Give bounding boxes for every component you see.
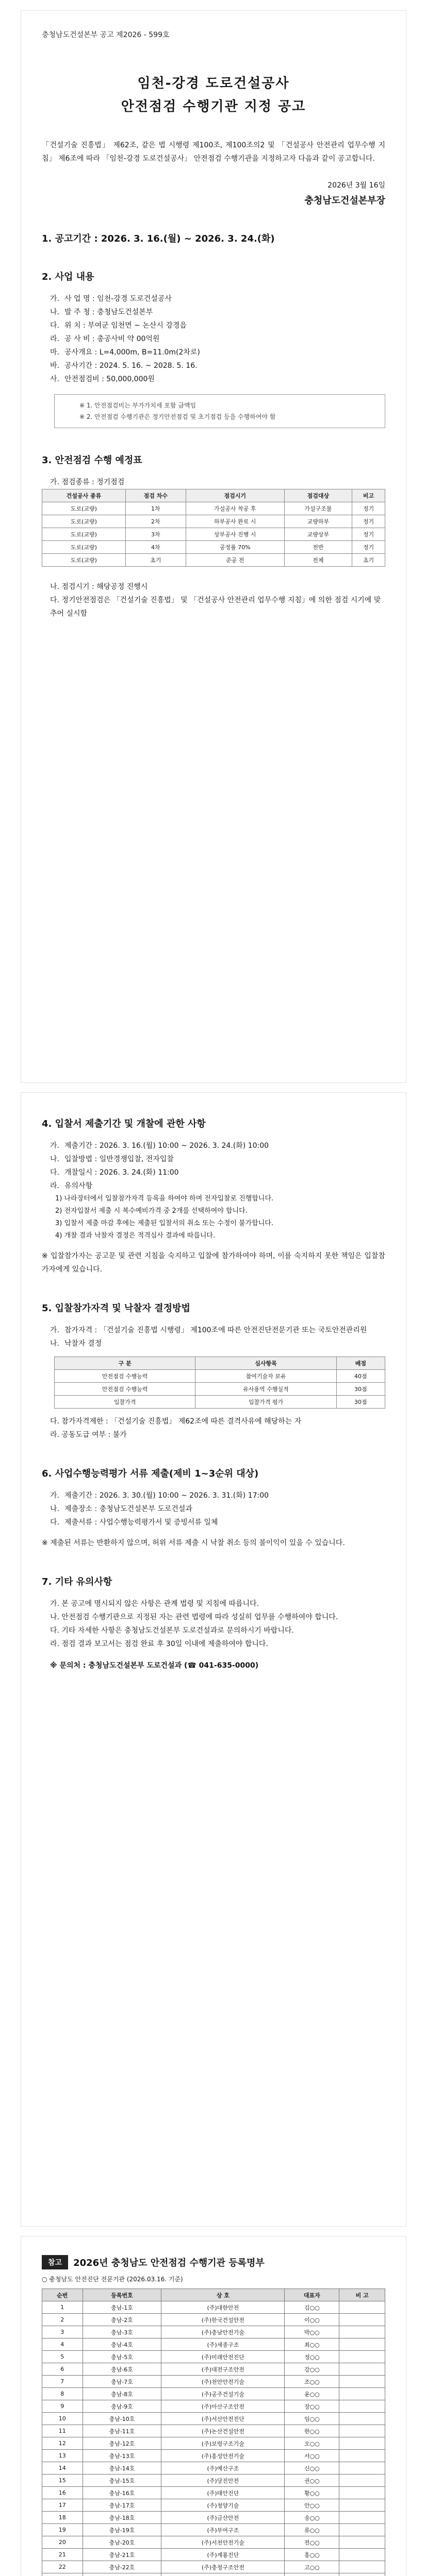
- table-cell: 11: [42, 2425, 83, 2437]
- section-4-cautions: [42, 1193, 385, 1242]
- table-cell: 충남-17호: [83, 2499, 161, 2512]
- table-cell: (주)부여구조: [161, 2524, 285, 2536]
- table-cell: 12: [42, 2437, 83, 2450]
- table-header: 배점: [336, 1357, 385, 1370]
- page-3-annex: [21, 2236, 406, 2576]
- annex-table-body: [42, 2301, 385, 2576]
- table-cell: (주)대전구조안전: [161, 2363, 285, 2376]
- table-cell: [339, 2499, 385, 2512]
- table-cell: 강○○: [285, 2363, 339, 2376]
- table-cell: 6: [42, 2363, 83, 2376]
- table-cell: 충남-3호: [83, 2326, 161, 2338]
- table-cell: 전○○: [285, 2536, 339, 2549]
- table-cell: 22: [42, 2561, 83, 2573]
- table-cell: 18: [42, 2512, 83, 2524]
- table-row: 도로(교량) 4차 공정률 70% 전반 정기: [42, 541, 385, 554]
- table-cell: 임○○: [285, 2413, 339, 2425]
- table-cell: 충남-13호: [83, 2450, 161, 2462]
- section-2-item: 마. 공사개요 : L=4,000m, B=11.0m(2차로): [50, 348, 200, 357]
- section-7-item: 나. 안전점검 수행기관으로 지정된 자는 관련 법령에 따라 성실히 업무를 수행하여야 합니다.: [50, 1613, 338, 1621]
- section-7-title: 7. 기타 유의사항: [42, 1577, 112, 1587]
- list-item: 4) 개찰 결과 낙찰자 결정은 적격심사 결과에 따릅니다.: [55, 1232, 216, 1240]
- table-cell: 충남-14호: [83, 2462, 161, 2475]
- table-cell: [161, 2573, 285, 2576]
- table-cell: 충남-18호: [83, 2512, 161, 2524]
- annex-heading: [42, 2255, 385, 2269]
- table-row: [42, 2524, 385, 2536]
- evaluation-table: [54, 1357, 385, 1409]
- table-cell: 21: [42, 2549, 83, 2561]
- table-cell: [339, 2301, 385, 2314]
- table-cell: 정○○: [285, 2351, 339, 2363]
- section-4-item: 다. 개찰일시 : 2026. 3. 24.(화) 11:00: [50, 1168, 179, 1177]
- section-6-item: 다. 제출서류 : 사업수행능력평가서 및 증빙서류 일체: [50, 1518, 218, 1527]
- table-cell: 권○○: [285, 2475, 339, 2487]
- table-row: [42, 2512, 385, 2524]
- table-cell: 황○○: [285, 2487, 339, 2499]
- table-cell: 이○○: [285, 2314, 339, 2326]
- table-cell: (주)세종구조: [161, 2338, 285, 2351]
- table-cell: 9: [42, 2400, 83, 2413]
- table-cell: (주)금산안전: [161, 2512, 285, 2524]
- table-cell: 16: [42, 2487, 83, 2499]
- table-cell: 충남-4호: [83, 2338, 161, 2351]
- table-cell: 충남-16호: [83, 2487, 161, 2499]
- table-cell: 충남-7호: [83, 2376, 161, 2388]
- section-5-note: 다. 참가자격제한 : 「건설기술 진흥법」 제62조에 따른 결격사유에 해당하는 자: [50, 1417, 302, 1426]
- list-item: 3) 입찰서 제출 마감 후에는 제출된 입찰서의 취소 또는 수정이 불가합니다.: [55, 1219, 273, 1227]
- table-row: 도로(교량) 3차 상부공사 진행 시 교량상부 정기: [42, 528, 385, 541]
- page-1: [21, 10, 406, 1083]
- section-4-item: 나. 입찰방법 : 일반경쟁입찰, 전자입찰: [50, 1155, 174, 1163]
- table-cell: [42, 2573, 83, 2576]
- table-row: [42, 2388, 385, 2400]
- table-cell: (주)충청구조안전: [161, 2561, 285, 2573]
- table-cell: [339, 2400, 385, 2413]
- table-cell: (주)계룡진단: [161, 2549, 285, 2561]
- table-cell: (주)천안안전기술: [161, 2376, 285, 2388]
- table-row: 도로(교량) 1차 가설공사 착공 후 가설구조물 정기: [42, 502, 385, 515]
- issuer: 충청남도건설본부장: [304, 195, 385, 206]
- section-4-title: 4. 입찰서 제출기간 및 개찰에 관한 사항: [42, 1118, 206, 1129]
- table-cell: [339, 2536, 385, 2549]
- table-cell: 충남-11호: [83, 2425, 161, 2437]
- table-cell: 충남-20호: [83, 2536, 161, 2549]
- table-cell: 윤○○: [285, 2388, 339, 2400]
- table-cell: 14: [42, 2462, 83, 2475]
- table-cell: 15: [42, 2475, 83, 2487]
- table-cell: (주)논산건설안전: [161, 2425, 285, 2437]
- table-row: [42, 2450, 385, 2462]
- section-2-item: 가. 사 업 명 : 임천-강경 도로건설공사: [50, 295, 172, 303]
- section-2-footnotes: [54, 394, 385, 428]
- table-cell: (주)예산구조: [161, 2462, 285, 2475]
- table-cell: 장○○: [285, 2400, 339, 2413]
- table-cell: (주)아산구조안전: [161, 2400, 285, 2413]
- table-cell: 3: [42, 2326, 83, 2338]
- table-cell: 안○○: [285, 2499, 339, 2512]
- section-2-items: [42, 292, 385, 386]
- footnote: ※ 2. 안전점검 수행기관은 정기안전점검 및 초기점검 등을 수행하여야 함: [79, 413, 276, 420]
- section-3-title: 3. 안전점검 수행 예정표: [42, 455, 142, 466]
- table-cell: (주)한국건설안전: [161, 2314, 285, 2326]
- section-7-item: 다. 기타 자세한 사항은 충청남도건설본부 도로건설과로 문의하시기 바랍니다.: [50, 1626, 294, 1635]
- table-row: [42, 2475, 385, 2487]
- table-cell: [339, 2338, 385, 2351]
- table-header: 점검대상: [284, 489, 352, 502]
- annex-title: 2026년 충청남도 안전점검 수행기관 등록명부: [73, 2258, 265, 2268]
- section-6-paragraph: ※ 제출된 서류는 반환하지 않으며, 허위 서류 제출 시 낙찰 취소 등의 불이익이 있을 수 있습니다.: [42, 1539, 345, 1547]
- table-row: 안전점검 수행능력 참여기술자 보유 40점: [55, 1370, 385, 1383]
- table-row: [42, 2487, 385, 2499]
- section-5-note: 라. 공동도급 여부 : 불가: [50, 1431, 127, 1439]
- table-cell: 8: [42, 2388, 83, 2400]
- table-cell: 최○○: [285, 2338, 339, 2351]
- header-note: 충청남도건설본부 공고 제2026 - 599호: [42, 31, 170, 39]
- table-cell: 조○○: [285, 2376, 339, 2388]
- table-cell: (주)당진안전: [161, 2475, 285, 2487]
- section-2-item: 나. 발 주 청 : 충청남도건설본부: [50, 308, 153, 316]
- table-cell: [339, 2376, 385, 2388]
- table-header: 점검 차수: [125, 489, 186, 502]
- table-cell: 오○○: [285, 2437, 339, 2450]
- annex-table: [42, 2289, 385, 2576]
- annex-note: ○ 충청남도 안전진단 전문기관 (2026.03.16. 기준): [42, 2276, 183, 2283]
- table-header: 점검시기: [186, 489, 284, 502]
- section-6-item: 가. 제출기간 : 2026. 3. 30.(월) 10:00 ~ 2026. 3. 31.(화) 17:00: [50, 1492, 269, 1500]
- notice-date: 2026년 3월 16일: [327, 181, 385, 190]
- table-cell: 서○○: [285, 2450, 339, 2462]
- table-row: [42, 2413, 385, 2425]
- title-line-1: 임천-강경 도로건설공사: [137, 76, 290, 91]
- section-4-item: 가. 제출기간 : 2026. 3. 16.(월) 10:00 ~ 2026. 3. 24.(화) 10:00: [50, 1142, 269, 1150]
- table-cell: [339, 2326, 385, 2338]
- evaluation-table-wrap: [54, 1357, 385, 1409]
- table-cell: 충남-15호: [83, 2475, 161, 2487]
- table-header: 비 고: [339, 2289, 385, 2301]
- page-2: [21, 1092, 406, 2227]
- section-2-title: 2. 사업 내용: [42, 272, 94, 282]
- table-row: 안전점검 수행능력 유사용역 수행실적 30점: [55, 1383, 385, 1396]
- table-cell: [339, 2425, 385, 2437]
- table-cell: [339, 2363, 385, 2376]
- section-2-item: 다. 위 치 : 부여군 임천면 ~ 논산시 강경읍: [50, 321, 187, 330]
- table-cell: 충남-1호: [83, 2301, 161, 2314]
- table-row: [42, 2301, 385, 2314]
- table-cell: 4: [42, 2338, 83, 2351]
- table-cell: 1: [42, 2301, 83, 2314]
- table-cell: [339, 2549, 385, 2561]
- section-3-sub: 가. 점검종류 : 정기점검: [50, 478, 125, 486]
- table-cell: 20: [42, 2536, 83, 2549]
- table-cell: 2: [42, 2314, 83, 2326]
- table-cell: (주)홍성안전기술: [161, 2450, 285, 2462]
- table-row: [42, 2561, 385, 2573]
- section-2-item: 사. 안전점검비 : 50,000,000원: [50, 375, 155, 383]
- inspection-schedule-table: [42, 489, 385, 567]
- table-cell: 충남-6호: [83, 2363, 161, 2376]
- table-cell: [339, 2573, 385, 2576]
- table-row: [42, 2425, 385, 2437]
- table-cell: 홍○○: [285, 2549, 339, 2561]
- table-cell: 송○○: [285, 2512, 339, 2524]
- table-cell: (주)보령구조기술: [161, 2437, 285, 2450]
- table-cell: [285, 2573, 339, 2576]
- table-cell: (주)서천안전기술: [161, 2536, 285, 2549]
- table-row: [42, 2573, 385, 2576]
- title-line-2: 안전점검 수행기관 지정 공고: [121, 99, 306, 114]
- table-row: [42, 2351, 385, 2363]
- section-1-title: 1. 공고기간 : 2026. 3. 16.(월) ~ 2026. 3. 24.(화): [42, 233, 275, 244]
- table-row: [42, 2326, 385, 2338]
- table-header: 건설공사 종류: [42, 489, 126, 502]
- table-cell: (주)대한안전: [161, 2301, 285, 2314]
- table-row: [42, 2314, 385, 2326]
- table-header: 심사항목: [195, 1357, 336, 1370]
- title-block: [42, 73, 385, 115]
- table-cell: [339, 2437, 385, 2450]
- table-row: [42, 2400, 385, 2413]
- section-6-item: 나. 제출장소 : 충청남도건설본부 도로건설과: [50, 1505, 192, 1513]
- table-row: [42, 2338, 385, 2351]
- table-cell: 13: [42, 2450, 83, 2462]
- table-cell: 17: [42, 2499, 83, 2512]
- list-item: 1) 나라장터에서 입찰참가자격 등록을 하여야 하며 전자입찰로 진행합니다.: [55, 1195, 274, 1202]
- section-5-item: 나. 낙찰자 결정: [50, 1340, 102, 1348]
- table-cell: [339, 2475, 385, 2487]
- table-cell: (주)미래안전진단: [161, 2351, 285, 2363]
- table-cell: 충남-12호: [83, 2437, 161, 2450]
- table-row: [42, 2549, 385, 2561]
- table-row: 도로(교량) 초기 준공 전 전체 초기: [42, 554, 385, 567]
- section-7-item: 라. 점검 결과 보고서는 점검 완료 후 30일 이내에 제출하여야 합니다.: [50, 1640, 268, 1648]
- table-row: [42, 2363, 385, 2376]
- table-row: 입찰가격 입찰가격 평가 30점: [55, 1396, 385, 1409]
- table-cell: [339, 2314, 385, 2326]
- table-row: [42, 2437, 385, 2450]
- table-cell: 7: [42, 2376, 83, 2388]
- table-cell: [83, 2573, 161, 2576]
- table-cell: [339, 2450, 385, 2462]
- table-cell: [339, 2351, 385, 2363]
- table-row: 도로(교량) 2차 하부공사 완료 시 교량하부 정기: [42, 515, 385, 528]
- table-cell: 10: [42, 2413, 83, 2425]
- table-cell: (주)청양기술: [161, 2499, 285, 2512]
- footnote: ※ 1. 안전점검비는 부가가치세 포함 금액임: [79, 402, 196, 409]
- section-3-note: 다. 정기안전점검은 「건설기술 진흥법」 및 「건설공사 안전관리 업무수행 지침」에 의한 점검 시기에 맞추어 실시함: [50, 596, 381, 618]
- table-cell: 19: [42, 2524, 83, 2536]
- table-cell: [339, 2512, 385, 2524]
- table-cell: 충남-10호: [83, 2413, 161, 2425]
- table-cell: 충남-2호: [83, 2314, 161, 2326]
- table-cell: 충남-21호: [83, 2549, 161, 2561]
- table-cell: 김○○: [285, 2301, 339, 2314]
- section-3-note: 나. 점검시기 : 해당공정 진행시: [50, 583, 148, 591]
- contact-line: ※ 문의처 : 충청남도건설본부 도로건설과 (☎ 041-635-0000): [50, 1662, 259, 1670]
- table-cell: (주)충남안전기술: [161, 2326, 285, 2338]
- table-cell: [339, 2462, 385, 2475]
- table-header: 대표자: [285, 2289, 339, 2301]
- table-cell: 충남-22호: [83, 2561, 161, 2573]
- table-cell: 5: [42, 2351, 83, 2363]
- table-header: 등록번호: [83, 2289, 161, 2301]
- table-cell: 박○○: [285, 2326, 339, 2338]
- table-cell: [339, 2487, 385, 2499]
- section-2-item: 바. 공사기간 : 2024. 5. 16. ~ 2028. 5. 16.: [50, 362, 198, 370]
- table-cell: 충남-8호: [83, 2388, 161, 2400]
- table-row: [42, 2376, 385, 2388]
- table-cell: 신○○: [285, 2462, 339, 2475]
- table-cell: 충남-19호: [83, 2524, 161, 2536]
- table-header: 상 호: [161, 2289, 285, 2301]
- table-cell: [339, 2388, 385, 2400]
- annex-tag: 참고: [42, 2255, 68, 2269]
- table-cell: 한○○: [285, 2425, 339, 2437]
- table-header: 비고: [352, 489, 385, 502]
- table-cell: [339, 2524, 385, 2536]
- table-cell: 충남-9호: [83, 2400, 161, 2413]
- section-5-title: 5. 입찰참가자격 및 낙찰자 결정방법: [42, 1303, 190, 1314]
- table-cell: 충남-5호: [83, 2351, 161, 2363]
- list-item: 2) 전자입찰서 제출 시 복수예비가격 중 2개를 선택하여야 합니다.: [55, 1207, 248, 1215]
- table-row: [42, 2499, 385, 2512]
- table-cell: 고○○: [285, 2561, 339, 2573]
- table-cell: 류○○: [285, 2524, 339, 2536]
- section-7-item: 가. 본 공고에 명시되지 않은 사항은 관계 법령 및 지침에 따릅니다.: [50, 1600, 259, 1608]
- table-row: [42, 2462, 385, 2475]
- section-4-paragraph: ※ 입찰참가자는 공고문 및 관련 지침을 숙지하고 입찰에 참가하여야 하며, 이를 숙지하지 못한 책임은 입찰참가자에게 있습니다.: [42, 1252, 385, 1274]
- section-6-title: 6. 사업수행능력평가 서류 제출(제비 1~3순위 대상): [42, 1468, 259, 1479]
- section-4-item: 라. 유의사항: [50, 1182, 93, 1190]
- section-5-item: 가. 참가자격 : 「건설기술 진흥법 시행령」 제100조에 따른 안전진단전문기관 또는 국토안전관리원: [50, 1326, 367, 1334]
- table-cell: (주)태안진단: [161, 2487, 285, 2499]
- table-cell: [339, 2561, 385, 2573]
- table-header: 순번: [42, 2289, 83, 2301]
- table-cell: (주)서산안전진단: [161, 2413, 285, 2425]
- table-header: 구 분: [55, 1357, 195, 1370]
- section-2-item: 라. 공 사 비 : 총공사비 약 00억원: [50, 335, 160, 343]
- intro-paragraph: 「건설기술 진흥법」 제62조, 같은 법 시행령 제100조, 제100조의2 및 「건설공사 안전관리 업무수행 지침」 제6조에 따라 「임천-강경 도로건설공사」 안전점검 수행기관을 지정하고자 다음과 같이 공고합니다.: [42, 141, 385, 163]
- table-row: [42, 2536, 385, 2549]
- table-cell: (주)공주건설기술: [161, 2388, 285, 2400]
- table-cell: [339, 2413, 385, 2425]
